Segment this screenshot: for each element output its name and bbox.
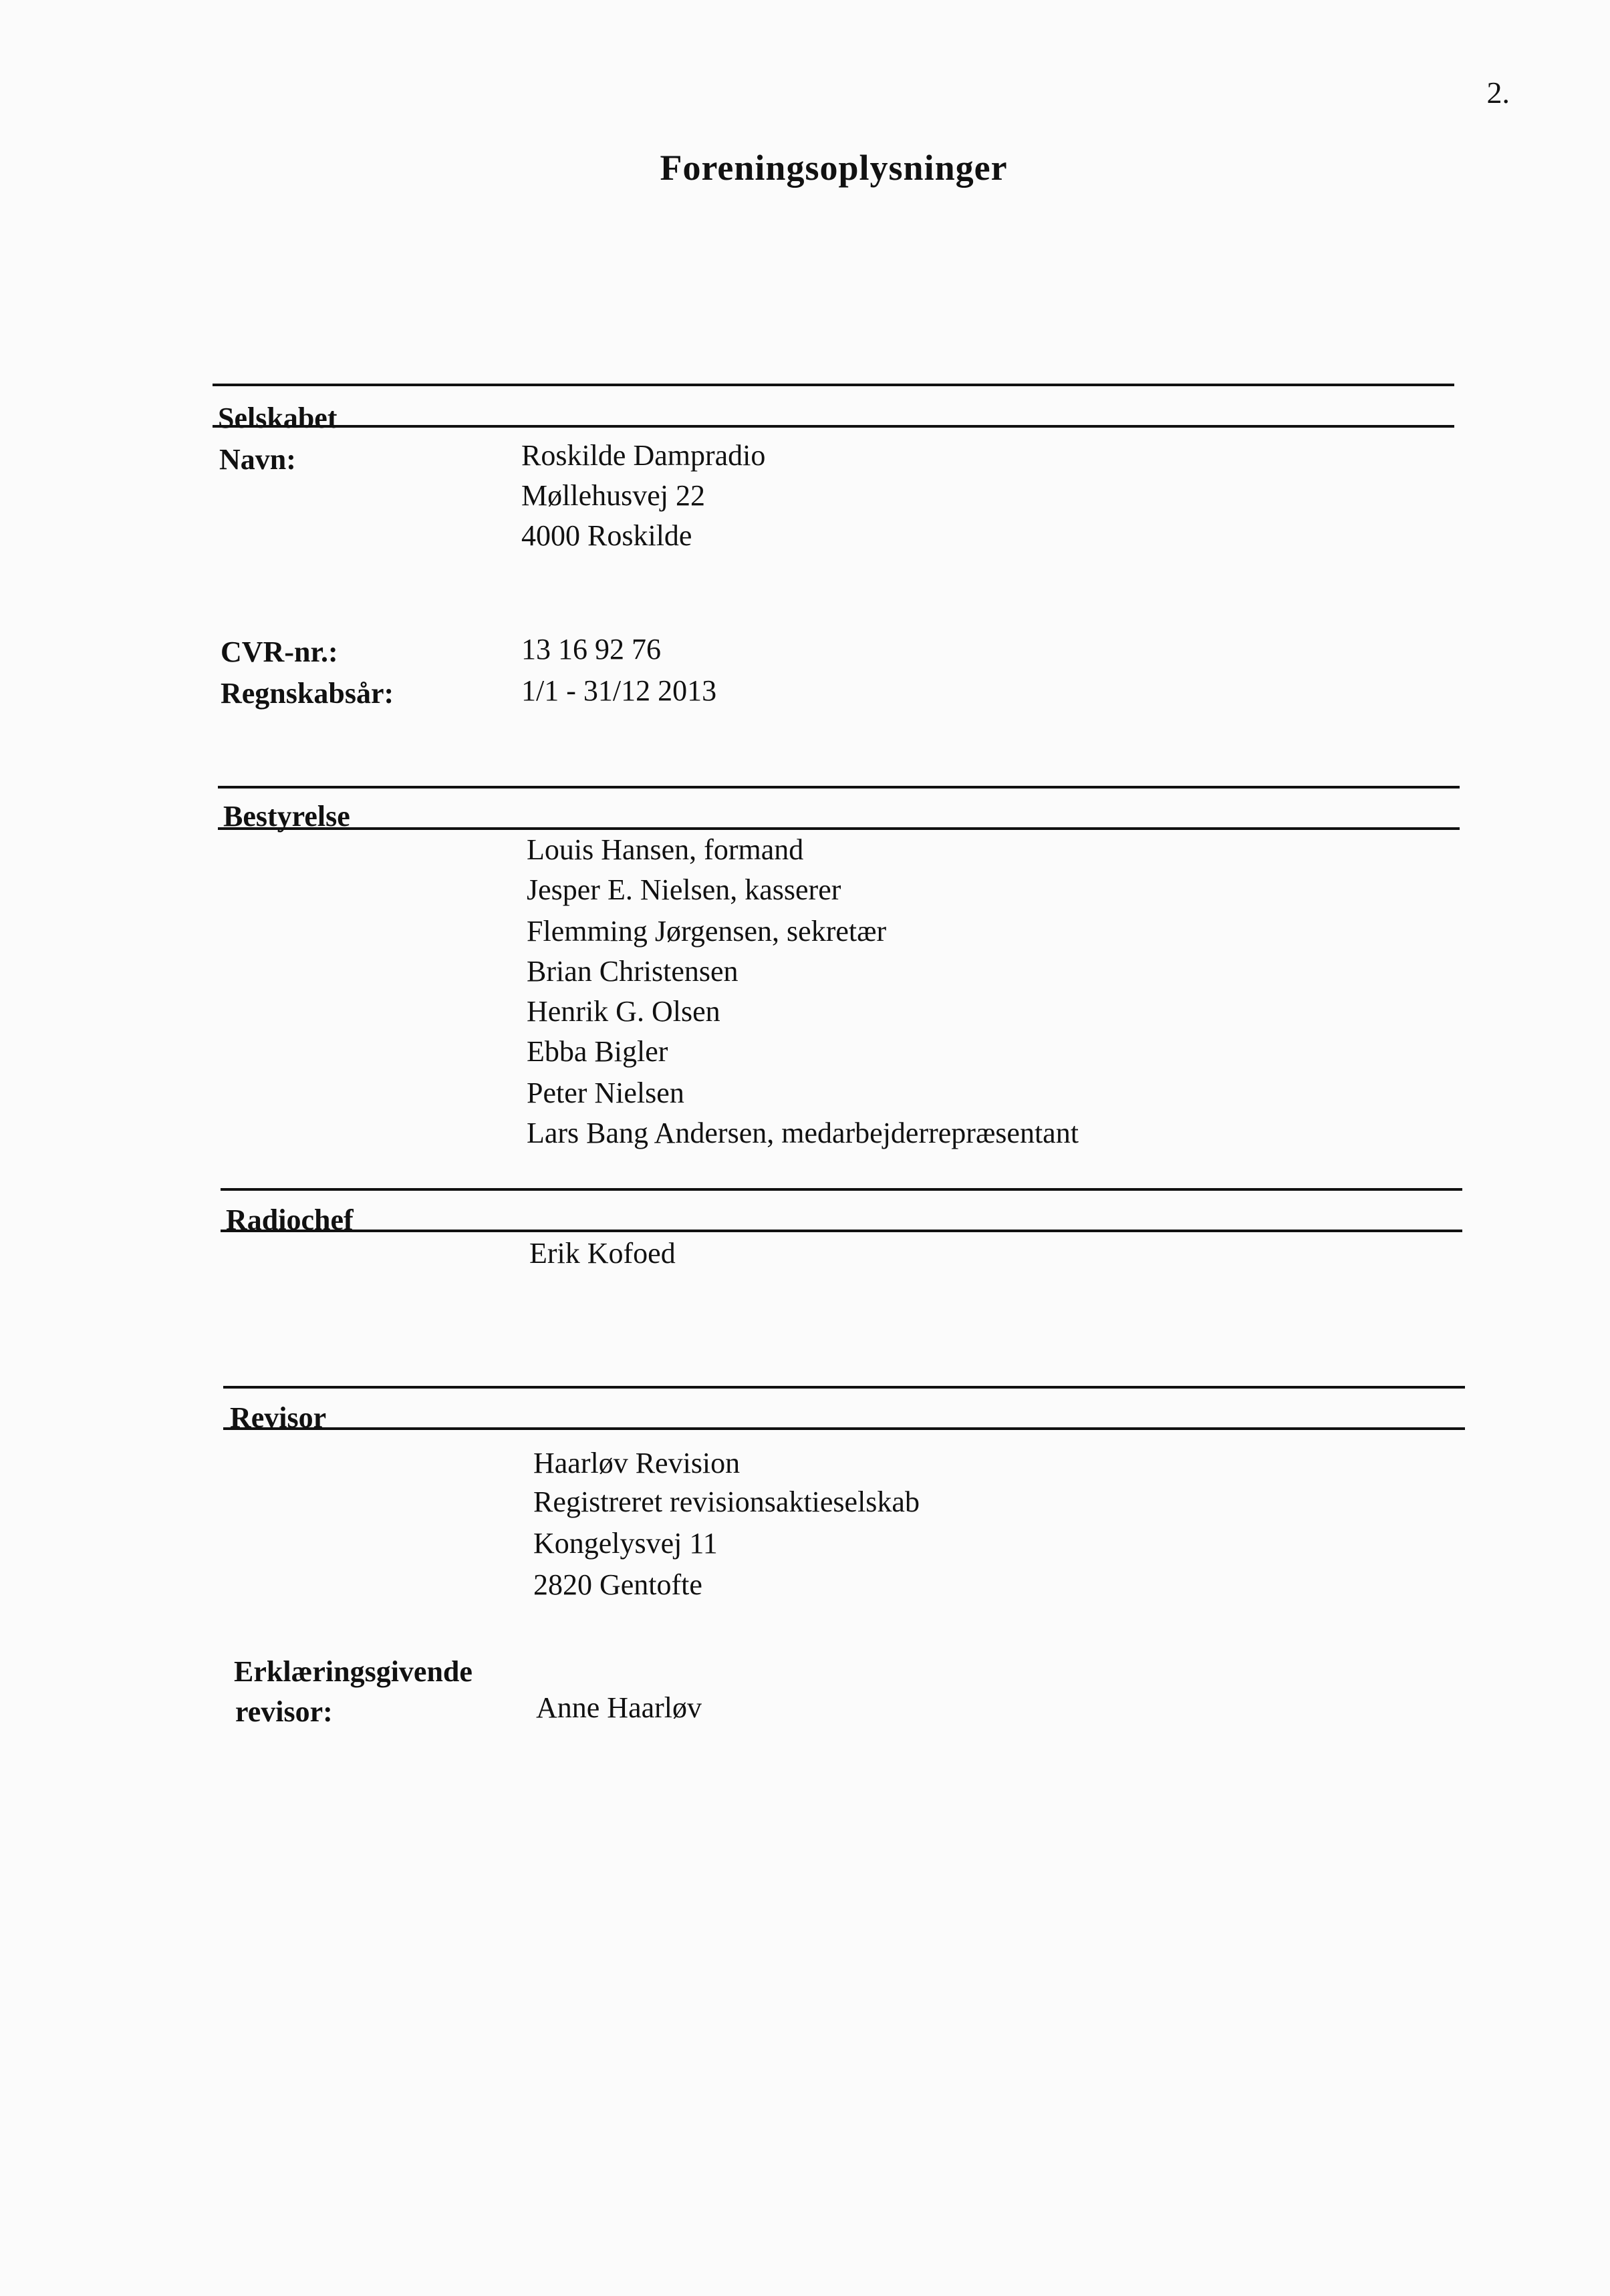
- section-heading-selskabet: Selskabet: [218, 402, 338, 434]
- revisor-line: 2820 Gentofte: [533, 1568, 702, 1601]
- cvr-label: CVR-nr.:: [221, 635, 338, 668]
- erklaering-label-revisor: revisor:: [235, 1695, 333, 1728]
- radiochef-name: Erik Kofoed: [529, 1237, 676, 1270]
- board-member: Ebba Bigler: [527, 1035, 668, 1068]
- erklaering-value: Anne Haarløv: [536, 1691, 702, 1724]
- section-heading-radiochef: Radiochef: [226, 1203, 354, 1236]
- navn-value: Roskilde Dampradio: [521, 439, 766, 472]
- page-title: Foreningsoplysninger: [660, 148, 1008, 188]
- section-rule-bottom: [213, 425, 1454, 428]
- revisor-line: Registreret revisionsaktieselskab: [533, 1485, 920, 1518]
- section-rule-top: [223, 1386, 1465, 1389]
- board-member: Louis Hansen, formand: [527, 833, 804, 866]
- board-member: Brian Christensen: [527, 955, 739, 988]
- section-rule-bottom: [223, 1427, 1465, 1430]
- cvr-value: 13 16 92 76: [521, 633, 661, 666]
- board-member: Peter Nielsen: [527, 1077, 684, 1109]
- postal-line: 4000 Roskilde: [521, 519, 692, 552]
- section-rule-bottom: [218, 827, 1460, 830]
- section-rule-bottom: [221, 1230, 1462, 1232]
- board-member: Jesper E. Nielsen, kasserer: [527, 873, 841, 906]
- address-line: Møllehusvej 22: [521, 479, 705, 512]
- section-heading-revisor: Revisor: [230, 1401, 327, 1434]
- board-member: Henrik G. Olsen: [527, 995, 720, 1028]
- regnskabsaar-label: Regnskabsår:: [221, 677, 394, 710]
- section-heading-bestyrelse: Bestyrelse: [223, 800, 350, 833]
- board-member: Flemming Jørgensen, sekretær: [527, 915, 887, 948]
- board-member: Lars Bang Andersen, medarbejderrepræsentant: [527, 1117, 1079, 1149]
- section-rule-top: [213, 384, 1454, 386]
- page-number: 2.: [1486, 76, 1510, 110]
- section-rule-top: [221, 1188, 1462, 1191]
- erklaering-label: Erklæringsgivende: [234, 1655, 473, 1688]
- revisor-line: Kongelysvej 11: [533, 1527, 718, 1560]
- regnskabsaar-value: 1/1 - 31/12 2013: [521, 674, 717, 707]
- revisor-line: Haarløv Revision: [533, 1447, 741, 1479]
- section-rule-top: [218, 786, 1460, 788]
- navn-label: Navn:: [219, 443, 296, 476]
